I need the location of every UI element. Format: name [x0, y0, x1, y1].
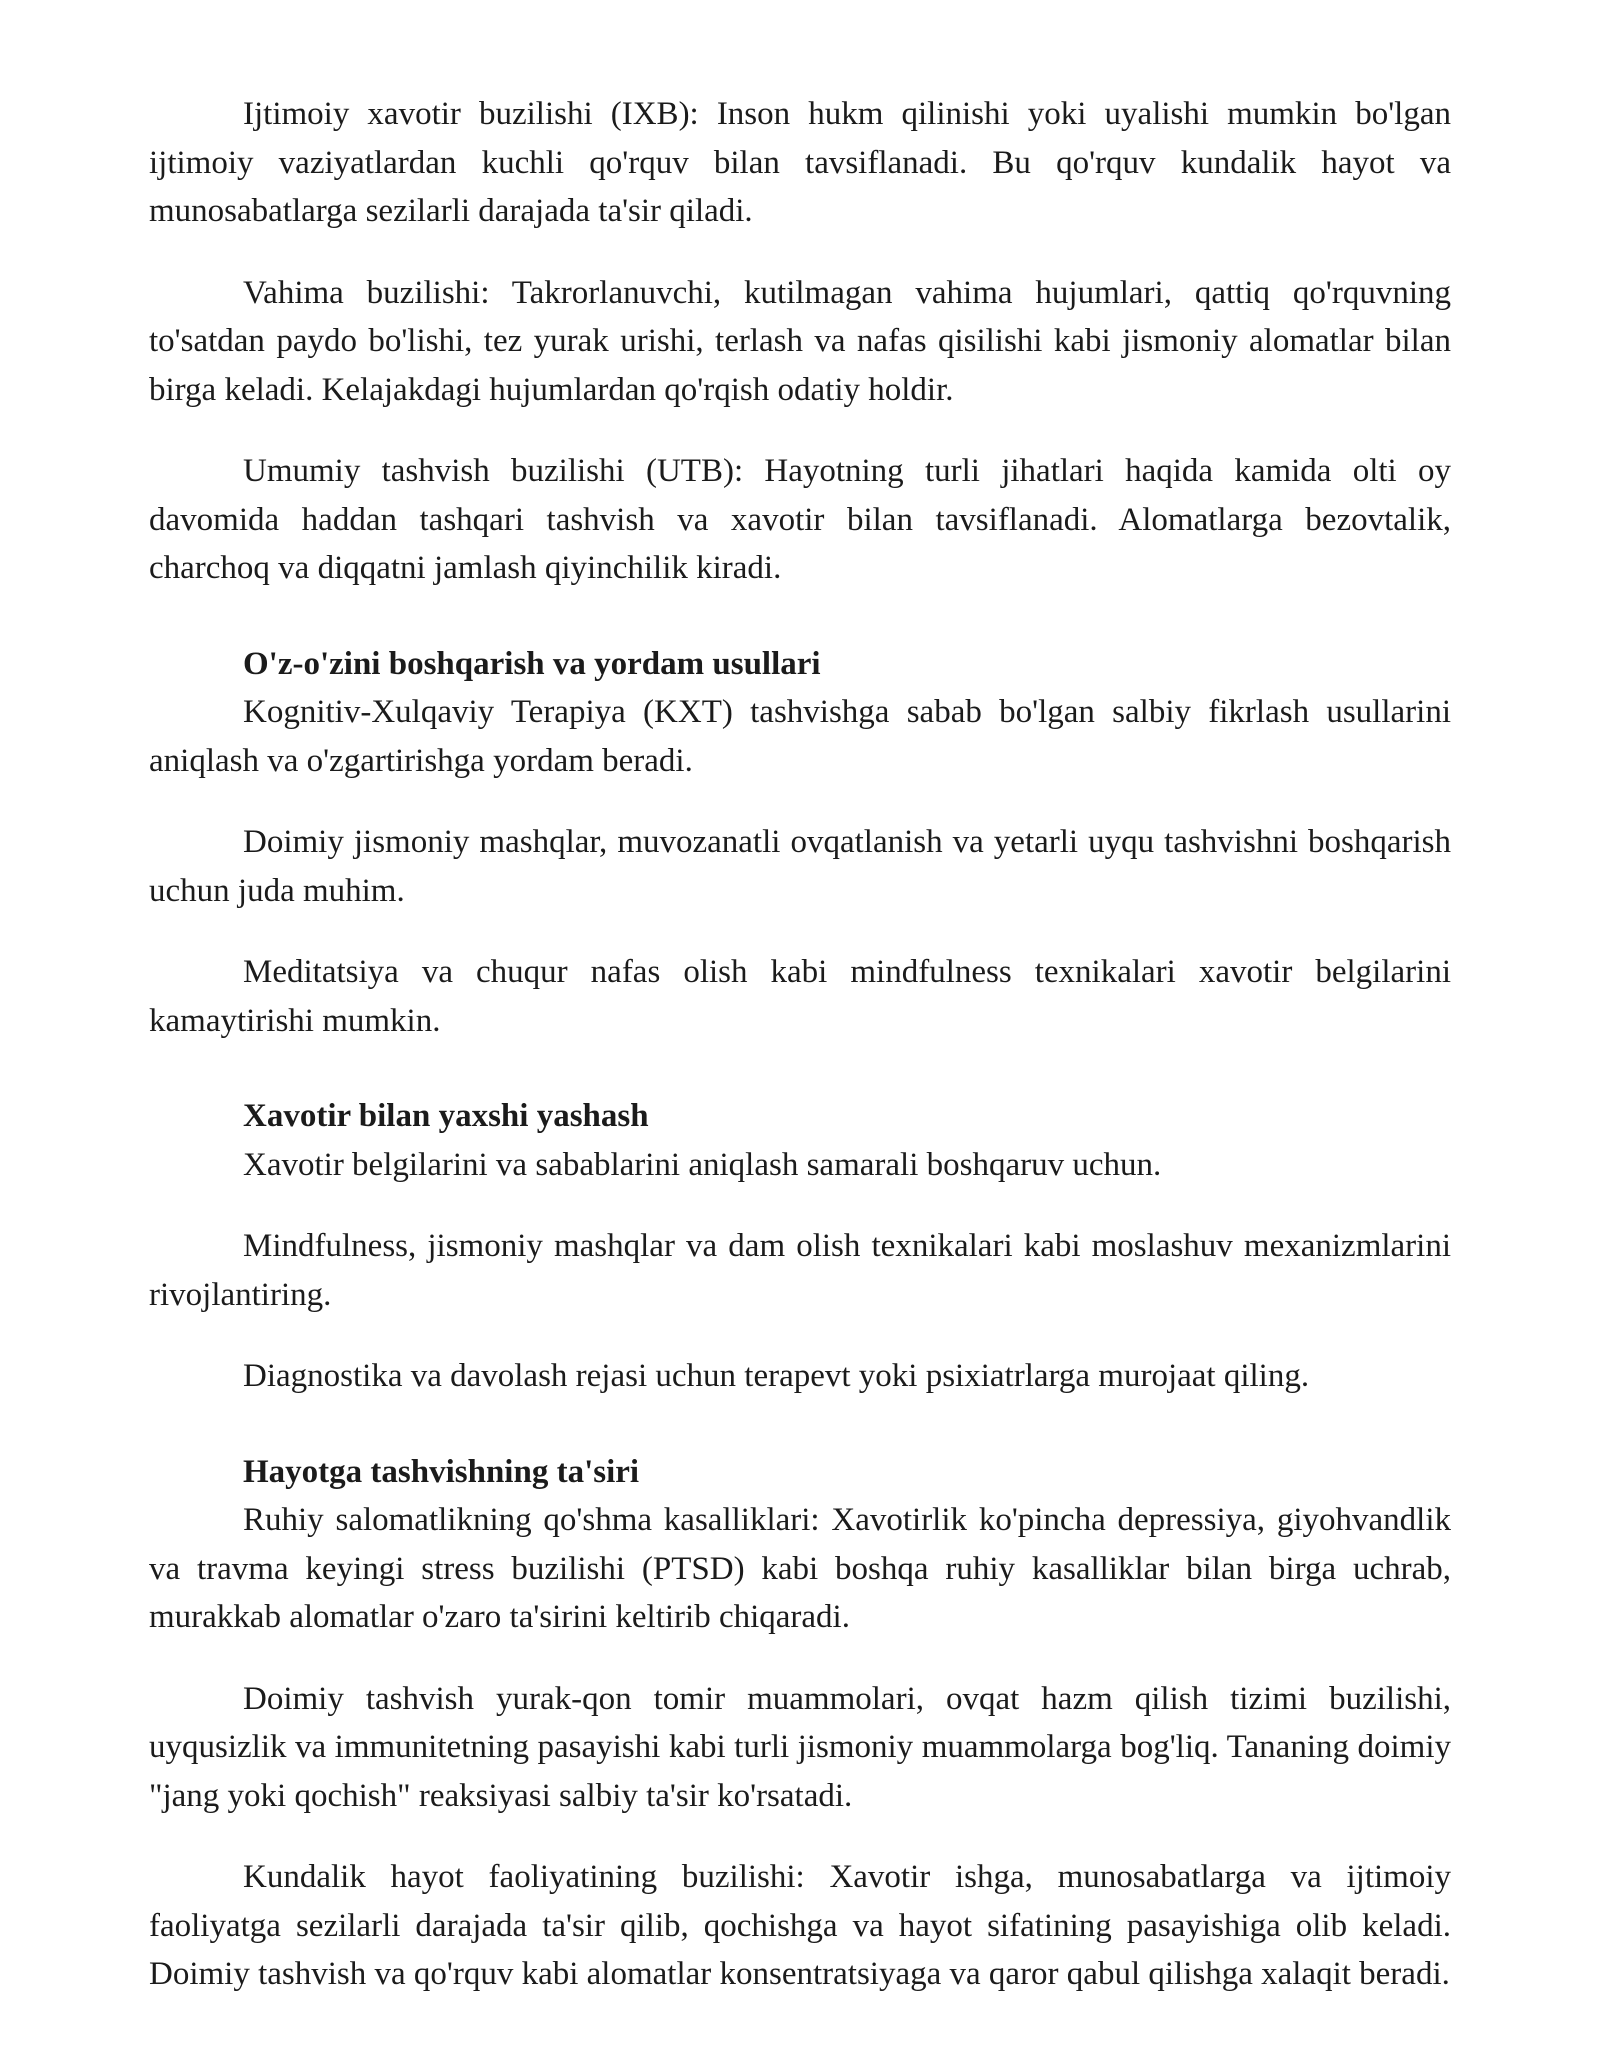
paragraph: Doimiy jismoniy mashqlar, muvozanatli ovqatlanish va yetarli uyqu tashvishni boshqarish uchun juda muhim.	[149, 824, 1451, 909]
section-heading: O'z-o'zini boshqarish va yordam usullari	[243, 645, 821, 682]
paragraph: Ruhiy salomatlikning qo'shma kasalliklari: Xavotirlik ko'pincha depressiya, giyohvandlik va travma keyingi stress buzilishi (PTSD) kabi boshqa ruhiy kasalliklar bilan birga uchrab, murakkab alomatlar o'zaro ta'sirini keltirib chiqaradi.	[149, 1502, 1451, 1635]
section-living-well	[149, 1092, 1451, 1401]
paragraph: Xavotir belgilarini va sabablarini aniqlash samarali boshqaruv uchun.	[243, 1146, 1162, 1183]
paragraph-social-anxiety: Ijtimoiy xavotir buzilishi (IXB): Inson hukm qilinishi yoki uyalishi mumkin bo'lgan ijtimoiy vaziyatlardan kuchli qo'rquv bilan tavsiflanadi. Bu qo'rquv kundalik hayot va munosabatlarga sezilarli darajada ta'sir qiladi.	[149, 96, 1451, 229]
section-self-help	[149, 640, 1451, 1046]
paragraph-panic-disorder: Vahima buzilishi: Takrorlanuvchi, kutilmagan vahima hujumlari, qattiq qo'rquvning to'satdan paydo bo'lishi, tez yurak urishi, terlash va nafas qisilishi kabi jismoniy alomatlar bilan birga keladi. Kelajakdagi hujumlardan qo'rqish odatiy holdir.	[149, 274, 1451, 408]
paragraph: Doimiy tashvish yurak-qon tomir muammolari, ovqat hazm qilish tizimi buzilishi, uyqusizlik va immunitetning pasayishi kabi turli jismoniy muammolarga bog'liq. Tananing doimiy "jang yoki qochish" reaksiyasi salbiy ta'sir ko'rsatadi.	[149, 1680, 1451, 1814]
paragraph: Diagnostika va davolash rejasi uchun terapevt yoki psixiatrlarga murojaat qiling.	[243, 1358, 1310, 1394]
section-heading: Xavotir bilan yaxshi yashash	[243, 1098, 649, 1134]
section-heading: Hayotga tashvishning ta'siri	[243, 1453, 640, 1490]
paragraph: Mindfulness, jismoniy mashqlar va dam olish texnikalari kabi moslashuv mexanizmlarini rivojlantiring.	[149, 1228, 1451, 1313]
section-impact-on-life	[149, 1448, 1451, 1999]
document-page	[149, 90, 1451, 1999]
paragraph: Kognitiv-Xulqaviy Terapiya (KXT) tashvishga sabab bo'lgan salbiy fikrlash usullarini aniqlash va o'zgartirishga yordam beradi.	[149, 694, 1451, 779]
paragraph: Meditatsiya va chuqur nafas olish kabi mindfulness texnikalari xavotir belgilarini kamaytirishi mumkin.	[149, 954, 1451, 1039]
paragraph-generalized-anxiety: Umumiy tashvish buzilishi (UTB): Hayotning turli jihatlari haqida kamida olti oy davomida haddan tashqari tashvish va xavotir bilan tavsiflanadi. Alomatlarga bezovtalik, charchoq va diqqatni jamlash qiyinchilik kiradi.	[149, 453, 1451, 586]
paragraph: Kundalik hayot faoliyatining buzilishi: Xavotir ishga, munosabatlarga va ijtimoiy faoliyatga sezilarli darajada ta'sir qilib, qochishga va hayot sifatining pasayishiga olib keladi. Doimiy tashvish va qo'rquv kabi alomatlar konsentratsiyaga va qaror qabul qilishga xalaqit beradi.	[149, 1859, 1451, 1992]
